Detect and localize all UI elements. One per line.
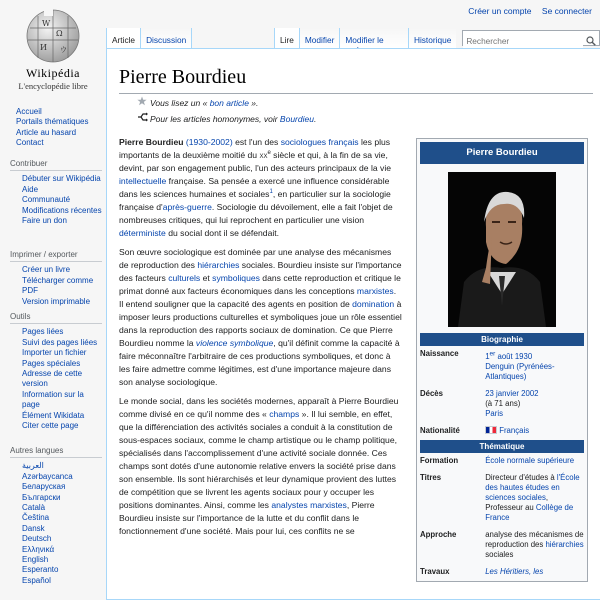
deces-label: Décès <box>420 388 443 398</box>
infobox-row-deces <box>417 386 587 423</box>
biography-heading: Biographie <box>420 333 584 346</box>
nav-main <box>10 107 102 149</box>
text-run: sociales. Bourdieu insiste sur l'importance des facteurs <box>119 260 402 283</box>
nav-item-accueil[interactable]: Accueil <box>16 107 42 116</box>
formation-label: Formation <box>420 455 459 465</box>
portrait-image <box>448 172 556 327</box>
travaux-label: Travaux <box>420 566 450 576</box>
nav-item-wikidata[interactable]: Élément Wikidata <box>22 410 85 420</box>
good-article-hatnote <box>137 96 258 108</box>
lang-item[interactable]: English <box>22 555 49 565</box>
paragraph-intro <box>119 136 402 240</box>
analystes-marxistes-link[interactable]: analystes marxistes <box>271 500 347 510</box>
nationalite-label: Nationalité <box>420 425 460 435</box>
infobox-row-nationalite <box>417 423 587 440</box>
svg-text:W: W <box>42 19 51 28</box>
tab-modifier-code[interactable]: Modifier le <box>339 28 408 48</box>
text-run: et <box>200 273 213 283</box>
text-run: dans cette reproduction et critique le primat donné aux facteurs économiques dans les conceptions <box>119 273 401 296</box>
subject-name: Pierre Bourdieu <box>119 137 184 147</box>
naissance-label: Naissance <box>420 349 459 358</box>
login-link[interactable]: Se connecter <box>541 6 592 16</box>
lang-item[interactable]: العربية <box>22 461 44 471</box>
tab-lire[interactable]: Lire <box>274 28 299 48</box>
ens-link[interactable]: École normale supérieure <box>485 455 575 465</box>
search-box <box>462 30 600 46</box>
infobox-title: Pierre Bourdieu <box>420 142 584 164</box>
lang-item[interactable]: Български <box>22 492 61 502</box>
personal-tools <box>468 6 592 16</box>
text-run: Le monde social, dans les sociétés modernes, apparaît à Pierre Bourdieu comme divisé en ce qu'il nomme des « <box>119 396 399 419</box>
article-body <box>119 136 402 544</box>
infobox-row-formation <box>417 453 587 470</box>
nav-tools <box>10 312 102 431</box>
infobox-row-approche <box>417 527 587 564</box>
nav-langs <box>10 446 102 586</box>
portrait-photo[interactable] <box>448 172 556 327</box>
nav-item-modifications[interactable]: Modifications récentes <box>22 205 102 215</box>
nav-item-debuter[interactable]: Débuter sur Wikipédia <box>22 174 101 184</box>
nav-item-importer[interactable]: Importer un fichier <box>22 348 87 358</box>
century-numeral: xx <box>259 150 268 160</box>
birth-day-sup: er <box>489 350 496 357</box>
titres-text: , Professeur au <box>485 492 549 512</box>
lang-item[interactable]: Ελληνικά <box>22 544 55 554</box>
titres-label: Titres <box>420 472 442 482</box>
nav-item-suivi[interactable]: Suivi des pages liées <box>22 337 98 347</box>
nav-item-creer-livre[interactable]: Créer un livre <box>22 265 71 275</box>
naissance-day-link[interactable] <box>485 352 532 361</box>
text-run: ». Il lui semble, en effet, que la différenciation des activités sociales a conduit à la constitution de sous-espaces sociaux, comme le champ artistique ou le champ politique, spécialisés dans l'accomplissement d'une activité sociale donnée. Ces champs sont dotés d'une autonomie relative envers la société prise dans son ensemble. Ils sont hiérarchisés et leur dynamique provient des luttes de compétition que se livrent les agents sociaux pour y occuper les positions dominantes. Ainsi, comme les <box>119 409 398 510</box>
wikipedia-logo[interactable] <box>8 6 98 98</box>
birth-date: août 1930 <box>495 351 533 361</box>
reference-link[interactable]: 1 <box>269 189 273 196</box>
svg-text:И: И <box>40 43 47 52</box>
view-tabs <box>274 28 600 48</box>
symboliques-link[interactable]: symboliques <box>212 273 260 283</box>
champs-link[interactable]: champs <box>269 409 300 419</box>
svg-text:ウ: ウ <box>60 46 67 54</box>
logo-tagline: L'encyclopédie libre <box>18 81 88 91</box>
lang-item[interactable]: Dansk <box>22 523 45 533</box>
nav-item-pages-liees[interactable]: Pages liées <box>22 327 64 337</box>
violence-symbolique-link[interactable]: violence symbolique <box>195 338 274 348</box>
tools-heading: Outils <box>10 312 102 324</box>
bourdieu-homonym-link[interactable]: Bourdieu <box>279 114 314 124</box>
paragraph-champs <box>119 395 402 538</box>
logo-wordmark: Wikipédia <box>26 66 80 80</box>
text-run: , qu'il définit comme la capacité à faire méconnaître l'arbitraire de ces productions symboliques, et donc à les faire admettre comme légitimes, est d'une importance majeure dans son analyse sociologique. <box>119 338 400 387</box>
nav-item-imprimable[interactable]: Version imprimable <box>22 296 91 306</box>
approche-label: Approche <box>420 529 457 539</box>
infobox-row-travaux <box>417 564 587 581</box>
text-run: , Pierre Bourdieu insiste sur l'importance de la lutte et du conflit dans le fonctionnement d'une société. Mais pour lui, ces conflits ne se <box>119 500 375 536</box>
text-run: du social dont il se défendait. <box>165 228 280 238</box>
nav-item-information[interactable]: Information sur la page <box>22 389 84 410</box>
french-flag-icon <box>485 426 497 434</box>
puzzle-globe-icon <box>24 6 82 64</box>
century-sup: e <box>267 150 271 157</box>
text-run: siècle et qui, à la fin de sa vie, devint, par son engagement public, l'un des acteurs principaux de la vie <box>119 150 392 173</box>
create-account-link[interactable]: Créer un compte <box>468 6 532 16</box>
death-date-link[interactable]: 23 janvier 2002 <box>485 388 539 398</box>
search-input[interactable] <box>463 34 583 48</box>
disambiguation-icon <box>137 112 148 124</box>
text-run: . Il entend souligner que la capacité des agents en position de <box>119 286 397 309</box>
text-run: française. Sa pensée a exercé une influence considérable dans les sciences humaines et sociales <box>119 176 390 199</box>
nav-item-don[interactable]: Faire un don <box>22 216 67 226</box>
ehess-link[interactable]: l'École des hautes études en sciences sociales <box>485 472 580 502</box>
print-heading: Imprimer / exporter <box>10 250 102 262</box>
text-run: , en particulier sur la sociologie française d' <box>119 189 391 212</box>
nav-item-hasard[interactable]: Article au hasard <box>16 127 77 137</box>
text-run: Son œuvre sociologique est dominée par une analyse des mécanismes de reproduction des <box>119 247 392 270</box>
domination-link[interactable]: domination <box>352 299 395 309</box>
culturels-link[interactable]: culturels <box>168 273 201 283</box>
denguin-link[interactable]: Denguin <box>485 361 515 371</box>
left-panel <box>0 0 104 600</box>
nav-item-citer[interactable]: Citer cette page <box>22 421 79 431</box>
contribute-heading: Contribuer <box>10 159 102 171</box>
pyrenees-link[interactable]: (Pyrénées-Atlantiques) <box>485 361 555 381</box>
approche-text: sociales <box>485 549 514 559</box>
star-icon <box>137 96 148 108</box>
titres-text: Directeur d'études à <box>485 472 557 482</box>
paris-link[interactable]: Paris <box>485 408 503 418</box>
nav-item-speciales[interactable]: Pages spéciales <box>22 358 81 368</box>
lang-item[interactable]: Esperanto <box>22 565 59 575</box>
title-divider <box>119 93 593 94</box>
marxistes-link[interactable]: marxistes <box>356 286 394 296</box>
hatnote1-post: ». <box>248 98 259 108</box>
thematique-heading: Thématique <box>420 440 584 453</box>
nav-print <box>10 250 102 307</box>
apres-guerre-link[interactable]: après-guerre <box>162 202 212 212</box>
tab-article[interactable]: Article <box>106 28 140 48</box>
intellectuelle-link[interactable]: intellectuelle <box>119 176 167 186</box>
text-run: est l'un des <box>232 137 281 147</box>
deterministe-link[interactable]: déterministe <box>119 228 166 238</box>
lang-item[interactable]: Deutsch <box>22 534 52 544</box>
nav-item-adresse[interactable]: Adresse de cette version <box>22 369 83 389</box>
approche-text: analyse des mécanismes de reproduction des <box>485 529 584 549</box>
lang-item[interactable]: Azərbaycanca <box>22 471 73 481</box>
nav-item-contact[interactable]: Contact <box>16 138 44 148</box>
nav-item-communaute[interactable]: Communauté <box>22 195 71 205</box>
tab-discussion[interactable]: Discussion <box>140 28 192 48</box>
les-heritiers-link[interactable]: Les Héritiers, les <box>485 566 544 576</box>
lang-item[interactable]: Català <box>22 503 46 513</box>
homonym-hatnote <box>137 112 316 124</box>
tab-historique[interactable]: Historique <box>408 28 456 48</box>
langs-heading: Autres langues <box>10 446 102 458</box>
lang-item[interactable]: Čeština <box>22 513 50 523</box>
hatnote2-pre: Pour les articles homonymes, voir <box>150 114 280 124</box>
namespace-tabs <box>106 28 192 48</box>
infobox-row-titres <box>417 470 587 527</box>
text-run: . Sociologie du dévoilement, elle a fait l'objet de nombreuses critiques, qui lui reprochent en particulier une vision <box>119 202 393 225</box>
francais-link[interactable]: Français <box>499 425 530 435</box>
lang-item[interactable]: Español <box>22 575 51 585</box>
nav-item-aide[interactable]: Aide <box>22 184 39 194</box>
death-age: (à 71 ans) <box>485 398 521 408</box>
paragraph-reproduction <box>119 246 402 389</box>
text-run: les plus importants de la deuxième moitié du <box>119 137 391 160</box>
page-title: Pierre Bourdieu <box>119 66 247 88</box>
birth-day: 1 <box>485 351 490 361</box>
sociologues-link[interactable]: sociologues français <box>280 137 359 147</box>
nav-item-portails[interactable]: Portails thématiques <box>16 117 89 127</box>
svg-text:Ω: Ω <box>56 29 63 38</box>
text-run: à imposer leurs productions culturelles et symboliques joue un rôle essentiel dans la reproduction des rapports sociaux de domination. Ce que Pierre Bourdieu nomme la <box>119 299 402 348</box>
nav-item-pdf[interactable]: Télécharger comme PDF <box>22 275 94 296</box>
tab-modifier[interactable]: Modifier <box>299 28 340 48</box>
nav-contribute <box>10 159 102 226</box>
bon-article-link[interactable]: bon article <box>209 98 249 108</box>
infobox <box>416 138 588 582</box>
infobox-row-naissance <box>417 346 587 386</box>
college-de-france-link[interactable]: Collège de France <box>485 502 574 522</box>
hatnote2-post: . <box>313 114 317 124</box>
content-area <box>106 48 600 600</box>
years-link[interactable]: (1930-2002) <box>185 137 233 147</box>
approche-hierarchies-link[interactable]: hiérarchies <box>545 539 584 549</box>
hierarchies-link[interactable]: hiérarchies <box>197 260 240 270</box>
lang-item[interactable]: Беларуская <box>22 482 66 492</box>
hatnote1-pre: Vous lisez un « <box>150 98 210 108</box>
